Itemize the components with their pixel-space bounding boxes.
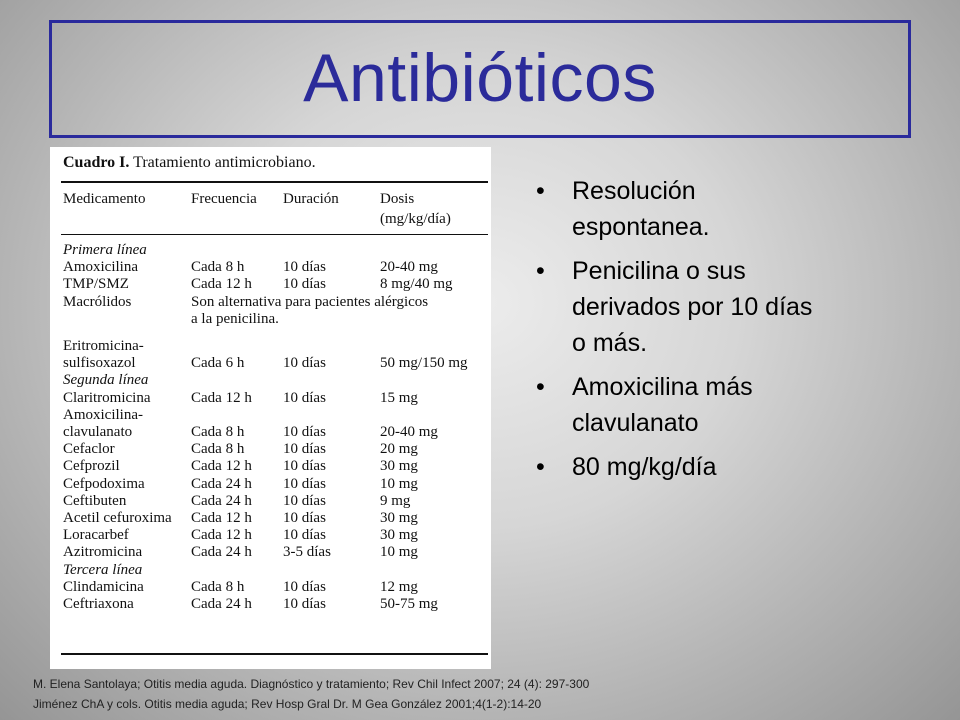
cell-dur: 10 días [283,492,326,509]
cell-dose: 15 mg [380,389,418,406]
bullet-list [536,173,916,493]
cell-dose: 50 mg/150 mg [380,355,468,372]
title-box [49,20,911,138]
bullet-item [536,369,916,441]
cell-freq: Cada 24 h [191,544,252,561]
treatment-table [50,147,491,669]
cell-dur: 10 días [283,510,326,526]
cell-dur: 10 días [283,596,326,612]
section-label: Segunda línea [63,372,149,389]
cell-dose: 30 mg [380,527,418,544]
cell-freq: Cada 6 h [191,355,245,372]
cell-med: Cefprozil [63,458,120,475]
header-medicamento: Medicamento [63,191,146,207]
table-bottom-rule [61,653,488,655]
section-label: Primera línea [63,242,147,258]
cell-med: Macrólidos [63,293,132,310]
bullet-line: espontanea. [572,213,710,241]
cell-dose: 9 mg [380,492,411,509]
cell-med: Ceftibuten [63,492,127,509]
header-duracion: Duración [283,191,339,207]
bullet-line: clavulanato [572,409,699,437]
cell-dur: 10 días [283,259,326,276]
cell-dur: 10 días [283,527,326,544]
header-frecuencia: Frecuencia [191,191,257,207]
cell-med: Loracarbef [63,527,129,544]
cell-med: Ceftriaxona [63,596,134,612]
cell-dose: 8 mg/40 mg [380,276,453,293]
cell-dose: 50-75 mg [380,596,438,612]
bullet-item [536,253,916,361]
cell-freq: Cada 8 h [191,441,245,458]
bullet-marker: • [536,373,545,401]
cell-med: Claritromicina [63,389,151,406]
references [33,674,589,714]
cell-freq: Cada 24 h [191,492,252,509]
bullet-item [536,173,916,245]
bullet-line: Amoxicilina más [572,373,753,401]
cell-dur: 10 días [283,475,326,492]
cell-dose: 10 mg [380,475,418,492]
cell-med: clavulanato [63,424,133,440]
cell-note: Son alternativa para pacientes alérgicos [191,293,429,310]
reference-1: M. Elena Santolaya; Otitis media aguda. Diagnóstico y tratamiento; Rev Chil Infect 2007; 24 (4): 297-300 [33,677,590,691]
bullet-item [536,449,916,485]
table-caption-text: Tratamiento antimicrobiano. [129,154,316,171]
cell-dose: 20-40 mg [380,259,438,276]
cell-freq: Cada 8 h [191,259,245,276]
cell-dur: 10 días [283,578,326,595]
cell-med: sulfisoxazol [63,355,136,372]
cell-dur: 10 días [283,458,326,475]
table-caption-number: Cuadro I. [63,154,130,171]
cell-note: a la penicilina. [191,310,279,327]
cell-dose: 12 mg [380,578,418,595]
header-dosis-unit: (mg/kg/día) [380,211,451,227]
cell-dur: 10 días [283,424,326,440]
cell-med: Cefaclor [63,441,115,458]
slide-title: Antibióticos [303,40,657,116]
bullet-line: o más. [572,329,648,357]
cell-dur: 10 días [283,441,326,458]
table-top-rule [61,181,488,183]
bullet-line: 80 mg/kg/día [572,453,717,481]
cell-med: Cefpodoxima [63,475,145,492]
cell-med: Amoxicilina- [63,406,143,423]
cell-freq: Cada 24 h [191,596,252,612]
cell-freq: Cada 8 h [191,578,245,595]
cell-dose: 30 mg [380,510,418,526]
cell-freq: Cada 12 h [191,276,252,293]
bullet-marker: • [536,453,545,481]
bullet-line: Penicilina o sus [572,257,746,285]
cell-dur: 10 días [283,389,326,406]
cell-med: Acetil cefuroxima [63,510,172,526]
cell-dur: 10 días [283,355,326,372]
cell-dur: 10 días [283,276,326,293]
table-caption [63,154,316,172]
cell-dose: 20 mg [380,441,418,458]
table-header-rule [61,234,488,235]
cell-freq: Cada 24 h [191,475,252,492]
cell-med: Clindamicina [63,578,144,595]
bullet-line: derivados por 10 días [572,293,813,321]
cell-dose: 20-40 mg [380,424,438,440]
cell-med: Eritromicina- [63,338,144,354]
cell-med: TMP/SMZ [63,276,129,293]
cell-dose: 10 mg [380,544,418,561]
cell-freq: Cada 12 h [191,458,252,475]
bullet-marker: • [536,177,545,205]
header-dosis: Dosis [380,191,415,207]
section-label: Tercera línea [63,561,143,578]
reference-2: Jiménez ChA y cols. Otitis media aguda; Rev Hosp Gral Dr. M Gea González 2001;4(1-2):14-20 [33,697,542,711]
cell-dur: 3-5 días [283,544,331,561]
bullet-marker: • [536,257,545,285]
cell-freq: Cada 12 h [191,389,252,406]
cell-med: Amoxicilina [63,259,138,276]
bullet-line: Resolución [572,177,696,205]
cell-dose: 30 mg [380,458,418,475]
cell-freq: Cada 12 h [191,510,252,526]
cell-freq: Cada 12 h [191,527,252,544]
cell-freq: Cada 8 h [191,424,245,440]
cell-med: Azitromicina [63,544,143,561]
